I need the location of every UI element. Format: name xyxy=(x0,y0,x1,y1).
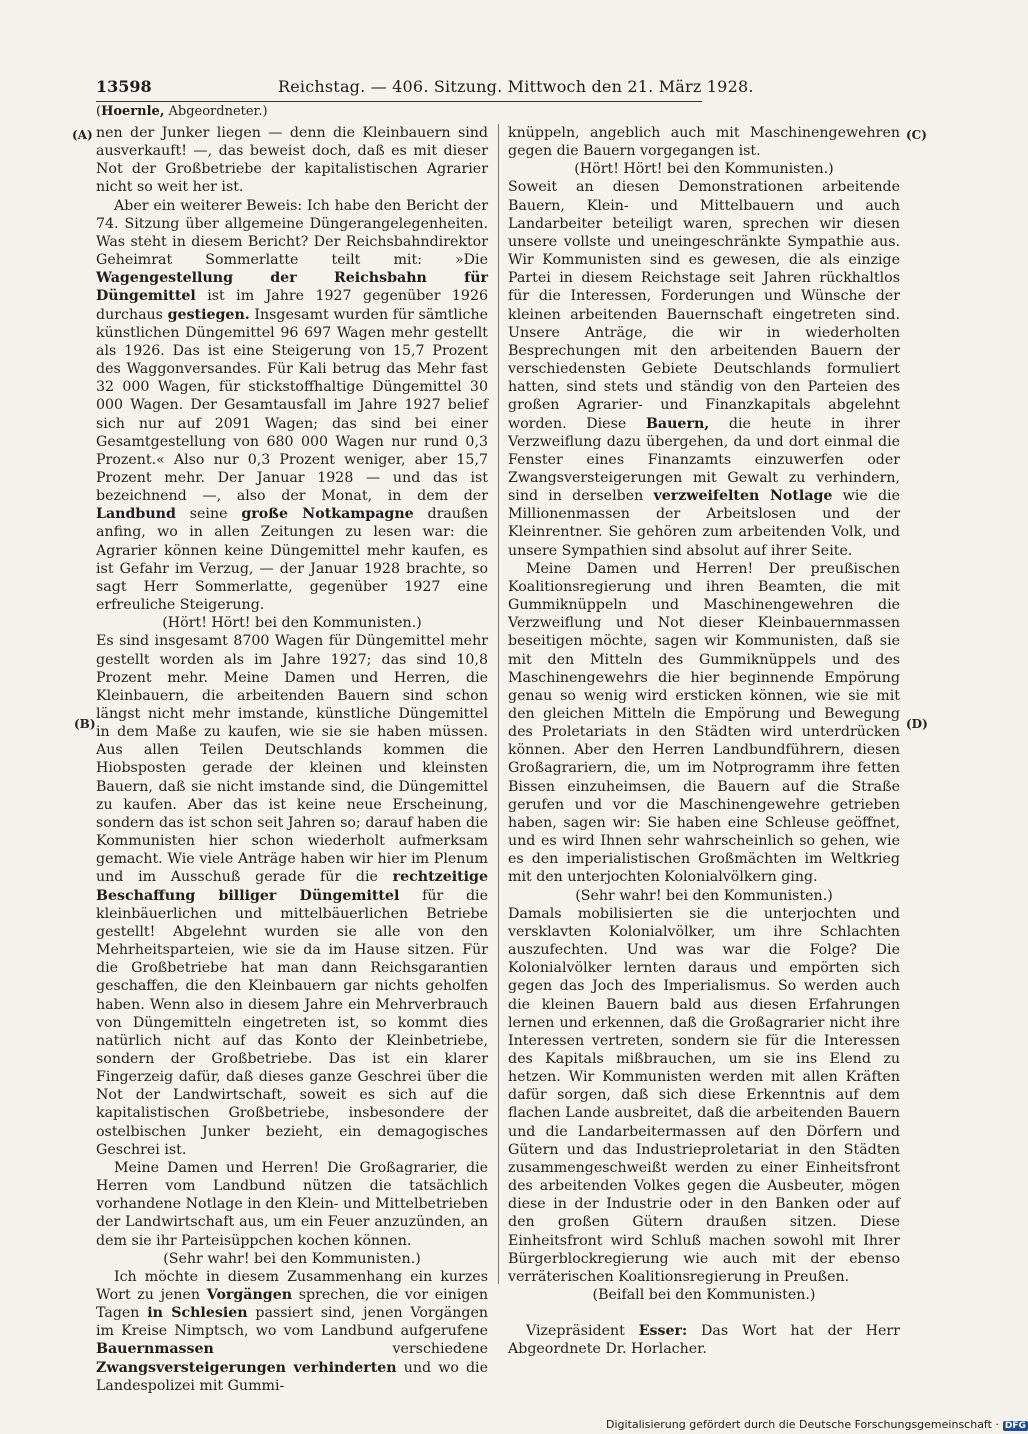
speaker-open: ( xyxy=(96,104,102,119)
speaker-name: Hoernle, xyxy=(101,104,165,119)
footer-credit xyxy=(606,1418,1028,1431)
paragraph: Meine Damen und Herren! Die Großagrarier, die Herren vom Landbund nützen die tatsächlich vorhandene Notlage in den Klein- und Mittelbetrieben der Landwirtschaft aus, um ein Feuer anzuzünden, an dem sie ihr Parteisüppchen kochen können. xyxy=(96,1159,488,1249)
speaker-role: Abgeordneter.) xyxy=(168,104,268,119)
dfg-logo: DFG xyxy=(1004,1421,1026,1431)
interjection: (Hört! Hört! bei den Kommunisten.) xyxy=(162,615,422,632)
speaker-note xyxy=(96,104,268,119)
interjection: (Hört! Hört! bei den Kommunisten.) xyxy=(574,161,834,178)
paragraph: Damals mobilisierten sie die unterjochten und versklavten Kolonialvölker, um ihre Schlachten auszufechten. Und was war die Folge? Die Kolonialvölker lernten daraus und empörten sich gegen das Joch des Imperialismus. So werden auch die kleinen Bauern bald aus diesen Erfahrungen lernen und erkennen, daß die Großagrarier nicht ihre Interessen vertreten, sondern sie für die Interessen des Kapitals mißbrauchen, um sie ins Elend zu hetzen. Wir Kommunisten werden mit allen Kräften dafür sorgen, daß sich diese Erkenntnis auf dem flachen Lande ausbreitet, daß die arbeitenden Bauern und die Landarbeitermassen auf den Dörfern und Gütern und das Industrieproletariat in den Städten zusammengeschweißt werden zu einer Einheitsfront des arbeitenden Volkes gegen die Ausbeuter, mögen diese in der Industrie oder in den Banken oder auf den großen Gütern draußen sitzen. Diese Einheitsfront wird Schluß machen sowohl mit Ihrer Bürgerblockregierung wie auch mit der ebenso verräterischen Koalitionsregierung in Preußen. xyxy=(508,905,900,1285)
interjection: (Sehr wahr! bei den Kommunisten.) xyxy=(163,1250,421,1267)
margin-mark-a: (A) xyxy=(72,128,93,142)
paragraph: Vizepräsident Esser: Das Wort hat der Herr Abgeordnete Dr. Horlacher. xyxy=(508,1323,900,1358)
column-divider xyxy=(498,124,499,1284)
margin-mark-b: (B) xyxy=(74,717,96,731)
paragraph: Soweit an diesen Demonstrationen arbeitende Bauern, Klein- und Mittelbauern und auch Landarbeiter beteiligt waren, sprechen wir diesen unsere vollste und uneingeschränkte Sympathie aus. Wir Kommunisten sind es gewesen, die als einzige Partei in diesem Reichstage seit Jahren rückhaltlos für die Interessen, Forderungen und Wünsche der kleinen arbeitenden Bauernschaft eingetreten sind. Unsere Anträge, die wir in wiederholten Besprechungen mit den arbeitenden Bauern der verschiedensten Gebiete Deutschlands formuliert hatten, sind stets und ständig von den Parteien des großen Agrarier- und Finanzkapitals abgelehnt worden. Diese Bauern, die heute in ihrer Verzweiflung dazu übergehen, da und dort einmal die Fenster eines Finanzamts einzuwerfen oder Zwangsversteigerungen mit Gewalt zu verhindern, sind in derselben verzweifelten Notlage wie die Millionenmassen der Arbeitslosen und der Kleinrentner. Sie gehören zum arbeitenden Volk, und unsere Sympathien sind absolut auf ihrer Seite. xyxy=(508,179,900,559)
paragraph: Aber ein weiterer Beweis: Ich habe den Bericht der 74. Sitzung über allgemeine Düngerangelegenheiten. Was steht in diesem Bericht? Der Reichsbahndirektor Geheimrat Sommerlatte teilt mit: »Die Wagengestellung der Reichsbahn für Düngemittel ist im Jahre 1927 gegenüber 1926 durchaus gestiegen. Insgesamt wurden für sämtliche künstlichen Düngemittel 96 697 Wagen mehr gestellt als 1926. Das ist eine Steigerung von 15,7 Prozent des Waggonversandes. Für Kali betrug das Mehr fast 32 000 Wagen, für stickstoffhaltige Düngemittel 30 000 Wagen. Der Gesamtausfall im Jahre 1927 belief sich nur auf 2091 Wagen; das sind bei einer Gesamtgestellung von 680 000 Wagen nur rund 0,3 Prozent.« Also nur 0,3 Prozent weniger, aber 15,7 Prozent mehr. Der Januar 1928 — und das ist bezeichnend —, also der Monat, in dem der Landbund seine große Notkampagne draußen anfing, wo in allen Zeitungen zu lesen war: die Agrarier können keine Düngemittel mehr kaufen, es ist Gefahr im Verzug, — der Januar 1928 brachte, so sagt Herr Sommerlatte, gegenüber 1927 eine erfreuliche Steigerung. xyxy=(96,197,488,614)
footer-text: Digitalisierung gefördert durch die Deutsche Forschungsgemeinschaft · xyxy=(606,1418,999,1431)
paragraph: Ich möchte in diesem Zusammenhang ein kurzes Wort zu jenen Vorgängen sprechen, die vor einigen Tagen in Schlesien passiert sind, jenen Vorgängen im Kreise Nimptsch, wo vom Landbund aufgerufene Bauernmassen verschiedene Zwangsversteigerungen verhinderten und wo die Landespolizei mit Gummi- xyxy=(96,1268,488,1394)
margin-mark-c: (C) xyxy=(906,128,927,142)
page-number: 13598 xyxy=(96,77,152,96)
interjection: (Beifall bei den Kommunisten.) xyxy=(592,1287,816,1303)
left-column xyxy=(96,124,488,1394)
paragraph: Es sind insgesamt 8700 Wagen für Düngemittel mehr gestellt worden als im Jahre 1927; das sind 10,8 Prozent mehr. Meine Damen und Herren, die Kleinbauern, die arbeitenden Bauern sind schon längst nicht mehr imstande, künstliche Düngemittel in dem Maße zu kaufen, wie sie sie haben müssen. Aus allen Teilen Deutschlands kommen die Hiobsposten gerade der kleinen und kleinsten Bauern, daß sie nicht imstande sind, die Düngemittel zu kaufen. Aber das ist keine neue Erscheinung, sondern das ist schon seit Jahren so; darauf haben die Kommunisten hier schon wiederholt aufmerksam gemacht. Wie viele Anträge haben wir hier im Plenum und im Ausschuß gerade für die rechtzeitige Beschaffung billiger Düngemittel für die kleinbäuerlichen und mittelbäuerlichen Betriebe gestellt! Abgelehnt wurden sie alle von den Mehrheitsparteien, wie sie da im Hause sitzen. Für die Großbetriebe hat man dann Reichsgarantien geschaffen, die den Kleinbauern gar nichts geholfen haben. Wenn also in diesem Jahre ein Mehrverbrauch von Düngemitteln eingetreten ist, so kommt dies natürlich nicht auf das Konto der Kleinbetriebe, sondern der Großbetriebe. Das ist ein klarer Fingerzeig dafür, daß dieses ganze Geschrei über die Not der Landwirtschaft, soweit es sich auf die kapitalistischen Großbetriebe, insbesondere der ostelbischen Junker bezieht, ein demagogisches Geschrei ist. xyxy=(96,633,488,1158)
right-column xyxy=(508,124,900,1358)
paragraph: nen der Junker liegen — denn die Kleinbauern sind ausverkauft! —, das beweist doch, daß es mit dieser Not der Großbetriebe der kapitalistischen Agrarier nicht so weit her ist. xyxy=(96,125,488,196)
running-title: Reichstag. — 406. Sitzung. Mittwoch den 21. März 1928. xyxy=(278,77,754,96)
interjection: (Sehr wahr! bei den Kommunisten.) xyxy=(575,887,833,904)
margin-mark-d: (D) xyxy=(906,717,928,731)
page-header xyxy=(96,77,754,101)
paragraph: Meine Damen und Herren! Der preußischen Koalitionsregierung und ihren Beamten, die mit Gummiknüppeln und Maschinengewehren die Verzweiflung und Not dieser Kleinbauernmassen beseitigen möchte, sagen wir Kommunisten, daß sie mit den Mitteln des Gummiknüppels und des Maschinengewehrs die hier beginnende Empörung genau so wenig wird ersticken können, wie sie mit den gleichen Mitteln die Empörung und Bewegung des Proletariats in den Städten wird unterdrücken können. Aber den Herren Landbundführern, diesen Großagrariern, die, um im Notprogramm ihre fetten Bissen einzuheimsen, die Bauern auf die Straße gerufen und vor die Maschinengewehre getrieben haben, sagen wir: Sie haben eine Schleuse geöffnet, und es wird Ihnen sehr wahrscheinlich so gehen, wie es den imperialistischen Großmächten im Weltkrieg mit den unterjochten Kolonialvölkern ging. xyxy=(508,560,900,886)
paragraph: knüppeln, angeblich auch mit Maschinengewehren gegen die Bauern vorgegangen ist. xyxy=(508,125,900,160)
header-rule xyxy=(96,101,702,102)
